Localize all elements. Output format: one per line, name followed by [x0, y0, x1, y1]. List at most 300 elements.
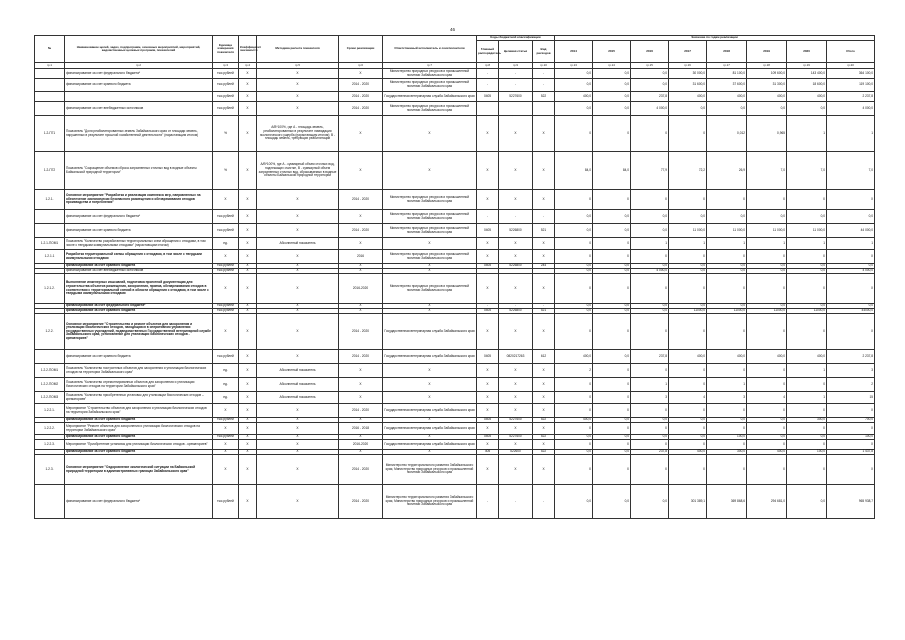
table-cell: 700,0: [827, 418, 875, 423]
table-cell: Х: [257, 404, 339, 418]
table-cell: Х: [257, 210, 339, 224]
table-cell: Х: [239, 250, 257, 264]
table-cell: тыс.рублей: [213, 210, 239, 224]
table-cell: 11 000,0: [787, 224, 827, 238]
table-cell: Х: [747, 455, 787, 485]
table-cell: Х: [383, 364, 477, 378]
header-name: Наименование целей, задач, подпрограмм, основных мероприятий, мероприятий, ведомственных целевых программ, показателей: [65, 36, 213, 63]
table-cell: Х: [707, 314, 747, 350]
table-cell: 400,0: [555, 350, 593, 364]
table-cell: Х: [339, 304, 383, 309]
table-cell: Х: [383, 392, 477, 404]
table-cell: Х: [555, 190, 593, 210]
table-cell: Х: [257, 435, 339, 440]
table-cell: 0: [747, 378, 787, 392]
table-cell: Х: [593, 190, 631, 210]
table-cell: Министерство природных ресурсов и промышленной политики Забайкальского края: [383, 274, 477, 304]
table-cell: тыс.рублей: [213, 224, 239, 238]
table-cell: -: [533, 210, 555, 224]
table-cell: 2014 - 2020: [339, 102, 383, 116]
table-cell: 11 000,0: [669, 224, 707, 238]
table-cell: Х: [383, 435, 477, 440]
table-cell: Х: [257, 440, 339, 450]
table-cell: 1.2.2.: [35, 314, 65, 350]
table-cell: Х: [257, 314, 339, 350]
table-cell: Х: [477, 250, 499, 264]
table-row: [35, 392, 875, 404]
table-cell: Показатель "Количество построенных объектов для захоронения и утилизации биологических отходов на территории Забайкальского края": [65, 364, 213, 378]
table-cell: Х: [477, 404, 499, 418]
table-cell: 2014 - 2020: [339, 190, 383, 210]
table-cell: Х: [747, 250, 787, 264]
table-cell: Х: [787, 423, 827, 435]
table-cell: 0,0: [747, 210, 787, 224]
table-cell: Х: [533, 190, 555, 210]
table-cell: тыс.рублей: [213, 102, 239, 116]
table-cell: 0: [555, 238, 593, 250]
header-coef: Коэффициент значимости: [239, 36, 257, 63]
table-cell: -: [533, 485, 555, 519]
table-cell: Х: [213, 450, 239, 455]
table-cell: 7,0: [787, 152, 827, 190]
table-cell: Основное мероприятие "Оздоровление экологической ситуации на Байкальской природной территории в административных границах Забайкальского края": [65, 455, 213, 485]
table-cell: Х: [787, 314, 827, 350]
table-cell: 0,0: [707, 210, 747, 224]
table-cell: Абсолютный показатель: [257, 238, 339, 250]
column-number: гр.2: [65, 63, 213, 69]
table-cell: 0: [593, 392, 631, 404]
table-cell: финансирование за счет внебюджетных источников: [65, 269, 213, 274]
table-cell: Х: [239, 264, 257, 269]
table-cell: Х: [239, 423, 257, 435]
table-cell: Х: [593, 404, 631, 418]
table-cell: Х: [239, 69, 257, 79]
table-cell: Х: [827, 250, 875, 264]
table-cell: Х: [827, 423, 875, 435]
table-cell: Х: [787, 455, 827, 485]
table-cell: Х: [707, 440, 747, 450]
table-cell: Х: [213, 404, 239, 418]
table-cell: 3: [827, 364, 875, 378]
table-cell: 0,0: [787, 102, 827, 116]
table-cell: 237,8: [631, 350, 669, 364]
table-cell: 5227600: [499, 92, 533, 102]
column-number: гр.8: [477, 63, 499, 69]
table-cell: 0: [787, 378, 827, 392]
table-cell: 18 600,0: [787, 79, 827, 92]
table-cell: Х: [239, 392, 257, 404]
table-cell: Х: [213, 250, 239, 264]
table-cell: финансирование за счет федерального бюджета*: [65, 304, 213, 309]
table-cell: 0,0: [827, 304, 875, 309]
column-number: гр.3: [213, 63, 239, 69]
table-cell: 612: [533, 350, 555, 364]
table-cell: Х: [213, 423, 239, 435]
table-cell: 1: [669, 238, 707, 250]
table-cell: Х: [787, 274, 827, 304]
table-row: [35, 92, 875, 102]
table-cell: Х: [239, 152, 257, 190]
table-cell: 44 000,0: [827, 224, 875, 238]
table-cell: Х: [707, 250, 747, 264]
table-cell: 4: [747, 392, 787, 404]
table-cell: Министерство природных ресурсов и промышленной политики Забайкальского края: [383, 79, 477, 92]
table-cell: 0,0: [631, 485, 669, 519]
table-cell: финансирование за счет краевого бюджета: [65, 418, 213, 423]
table-cell: 1 437,8: [827, 450, 875, 455]
table-cell: 0,0: [593, 269, 631, 274]
table-cell: Х: [707, 190, 747, 210]
table-row: [35, 350, 875, 364]
table-cell: Х: [213, 274, 239, 304]
table-cell: 0,0: [747, 269, 787, 274]
table-cell: 44000,0: [827, 309, 875, 314]
table-cell: Х: [339, 264, 383, 269]
table-cell: Х: [239, 378, 257, 392]
table-cell: 11000,0: [707, 309, 747, 314]
table-cell: 0,0: [593, 92, 631, 102]
table-cell: 2: [827, 378, 875, 392]
table-cell: финансирование за счет федерального бюджета*: [65, 210, 213, 224]
table-cell: 0,0: [631, 264, 669, 269]
table-cell: Х: [533, 314, 555, 350]
table-cell: Х: [533, 364, 555, 378]
table-cell: Х: [477, 314, 499, 350]
table-cell: Х: [213, 440, 239, 450]
table-cell: 1: [827, 238, 875, 250]
table-cell: Х: [383, 116, 477, 152]
table-cell: 0,0: [593, 450, 631, 455]
table-cell: 0: [593, 378, 631, 392]
header-year: 2018: [707, 41, 747, 63]
table-cell: Х: [631, 250, 669, 264]
table-cell: Х: [239, 269, 257, 274]
table-cell: 119 100,0: [827, 79, 875, 92]
table-cell: Х: [257, 418, 339, 423]
table-cell: Х: [213, 190, 239, 210]
table-cell: 0: [555, 116, 593, 152]
table-cell: 0,0: [827, 264, 875, 269]
table-cell: 0,0: [669, 435, 707, 440]
table-cell: Х: [383, 269, 477, 274]
table-cell: 0405: [477, 309, 499, 314]
table-cell: 5226800: [499, 264, 533, 269]
table-cell: Х: [787, 250, 827, 264]
table-cell: 0,0: [593, 350, 631, 364]
table-cell: 2 237,8: [827, 350, 875, 364]
table-cell: Х: [631, 274, 669, 304]
table-cell: 0405: [477, 264, 499, 269]
table-cell: финансирование за счет краевого бюджета: [65, 450, 213, 455]
table-cell: 1.2.2.2.: [35, 423, 65, 435]
table-row: [35, 102, 875, 116]
column-number: гр.19: [787, 63, 827, 69]
header-values-group: Значение по годам реализации: [555, 36, 875, 41]
table-cell: Х: [339, 238, 383, 250]
column-number: гр.16: [669, 63, 707, 69]
table-cell: 31 300,0: [747, 79, 787, 92]
table-cell: Х: [631, 314, 669, 350]
table-cell: Х: [383, 264, 477, 269]
table-cell: 0,0: [787, 485, 827, 519]
table-cell: -: [533, 69, 555, 79]
table-cell: 400,0: [747, 350, 787, 364]
table-cell: [35, 102, 65, 116]
table-cell: Х: [239, 364, 257, 378]
column-number: гр.4: [239, 63, 257, 69]
table-cell: 0,0: [593, 102, 631, 116]
table-body: [35, 69, 875, 519]
table-cell: 2014 - 2020: [339, 92, 383, 102]
table-cell: 0,0: [787, 210, 827, 224]
table-cell: Х: [707, 423, 747, 435]
table-cell: -: [477, 69, 499, 79]
column-number: гр.14: [593, 63, 631, 69]
table-cell: Х: [669, 314, 707, 350]
table-cell: 0,0: [555, 450, 593, 455]
table-cell: Показатель "Доля реабилитированных земель Забайкальского края от площади земель, нарушенных в результате прошлой хозяйственной деятельности" (нарастающим итогом): [65, 116, 213, 152]
table-cell: 3: [631, 392, 669, 404]
table-cell: 100,0: [787, 450, 827, 455]
table-cell: 15: [827, 392, 875, 404]
table-cell: Х: [669, 423, 707, 435]
table-cell: 364 100,0: [827, 69, 875, 79]
table-cell: 0,0: [593, 304, 631, 309]
table-cell: 0,0: [555, 79, 593, 92]
table-cell: Основное мероприятие "Строительство и ремонт объектов для захоронения и утилизации биологических отходов, находящихся в оперативном управлении государственных учреждений, подведомственных Государственной ветеринарной службе Забайкальского края, установление для утилизации биологических отходов - крематориев": [65, 314, 213, 350]
table-cell: тыс.рублей: [213, 304, 239, 309]
table-cell: 400,0: [669, 450, 707, 455]
table-cell: финансирование за счет федерального бюджета*: [65, 485, 213, 519]
table-cell: 5226800: [499, 309, 533, 314]
table-cell: Х: [747, 404, 787, 418]
table-cell: 0,0: [631, 309, 669, 314]
table-cell: [477, 102, 499, 116]
table-cell: 4 000,0: [827, 269, 875, 274]
table-cell: Х: [239, 455, 257, 485]
table-row: [35, 79, 875, 92]
table-cell: Х: [827, 190, 875, 210]
table-cell: Х: [631, 455, 669, 485]
table-cell: 2014 - 2020: [339, 79, 383, 92]
table-cell: Х: [533, 152, 555, 190]
table-cell: Х: [555, 455, 593, 485]
table-cell: Министерство территориального развития Забайкальского края, Министерство природных ресурсов и промышленной политики Забайкальского края: [383, 485, 477, 519]
table-cell: Х: [477, 392, 499, 404]
table-cell: Х: [257, 79, 339, 92]
table-cell: 521: [533, 309, 555, 314]
table-cell: Х: [787, 404, 827, 418]
table-cell: Х: [533, 250, 555, 264]
table-cell: 2016: [339, 250, 383, 264]
table-cell: 0,0: [747, 304, 787, 309]
table-cell: 0,0: [593, 418, 631, 423]
header-year: 2014: [555, 41, 593, 63]
table-cell: Х: [707, 404, 747, 418]
table-cell: 0: [631, 364, 669, 378]
table-cell: Х: [383, 309, 477, 314]
column-number: гр.7: [383, 63, 477, 69]
table-cell: 0: [593, 116, 631, 152]
table-cell: Х: [239, 210, 257, 224]
table-cell: 84,0: [555, 152, 593, 190]
table-cell: 0,0: [593, 485, 631, 519]
table-cell: Разработка территориальной схемы обращения с отходами, в том числе с твердыми коммунальными отходами: [65, 250, 213, 264]
table-cell: Х: [257, 190, 339, 210]
table-cell: Х: [257, 350, 339, 364]
table-cell: 0,0: [555, 309, 593, 314]
header-num: №: [35, 36, 65, 63]
table-cell: финансирование за счет краевого бюджета: [65, 435, 213, 440]
page-number: 46: [449, 27, 455, 32]
table-cell: 0,0: [555, 224, 593, 238]
table-cell: 0,0: [747, 435, 787, 440]
table-cell: 2014 - 2020: [339, 404, 383, 418]
table-cell: А/В*100%, где А - суммарный объем сточных вод, подлежащих очистке, В - суммарный объем загрязненных сточных вод, сбрасываемых в водные объекты Байкальской природной территории: [257, 152, 339, 190]
table-cell: 0: [669, 116, 707, 152]
table-cell: 1: [787, 116, 827, 152]
table-cell: Х: [339, 435, 383, 440]
table-cell: Х: [555, 250, 593, 264]
table-cell: 2014 - 2020: [339, 314, 383, 350]
table-cell: 369 868,6: [707, 485, 747, 519]
table-cell: 0: [707, 364, 747, 378]
table-cell: Государственная ветеринарная служба Забайкальского края: [383, 92, 477, 102]
table-cell: 26,9: [707, 152, 747, 190]
table-cell: Х: [593, 440, 631, 450]
table-cell: Х: [339, 210, 383, 224]
table-cell: Х: [499, 364, 533, 378]
table-cell: [65, 92, 213, 102]
table-cell: 0,0: [631, 79, 669, 92]
table-cell: Х: [257, 304, 339, 309]
table-cell: ед.: [213, 238, 239, 250]
table-cell: Абсолютный показатель: [257, 392, 339, 404]
table-cell: %: [213, 152, 239, 190]
table-cell: Х: [477, 378, 499, 392]
table-cell: 1: [787, 238, 827, 250]
header-year: 2016: [631, 41, 669, 63]
table-cell: Х: [239, 450, 257, 455]
table-cell: Х: [827, 404, 875, 418]
table-cell: Х: [669, 404, 707, 418]
table-cell: Х: [339, 392, 383, 404]
table-cell: Х: [533, 404, 555, 418]
table-cell: Х: [533, 423, 555, 435]
table-cell: тыс.рублей: [213, 264, 239, 269]
table-cell: Показатель "Количество разработанных территориальных схем обращения с отходами, в том числе с твердыми коммунальными отходами" (нарастающим итогом): [65, 238, 213, 250]
table-cell: Х: [555, 404, 593, 418]
table-cell: 2016-2020: [339, 440, 383, 450]
table-cell: тыс.рублей: [213, 309, 239, 314]
table-cell: тыс.рублей: [213, 350, 239, 364]
table-cell: финансирование за счет краевого бюджета: [65, 309, 213, 314]
table-cell: 1: [707, 238, 747, 250]
header-total: Итого: [827, 41, 875, 63]
table-cell: [35, 92, 65, 102]
table-cell: 0,0: [669, 269, 707, 274]
table-cell: 1.2.2-ПОМ2: [35, 378, 65, 392]
table-cell: 1.2.3.: [35, 455, 65, 485]
table-cell: 2016-2020: [339, 274, 383, 304]
column-number: гр.17: [707, 63, 747, 69]
table-cell: 0,0: [707, 304, 747, 309]
table-cell: Выполнение инженерных изысканий, подготовка проектной документации для строительства объектов размещения, захоронения, приема, обезвреживания отходов в соответствии с территориальной схемой в области обращения с отходами, в том числе с твердыми коммунальными отходами: [65, 274, 213, 304]
table-cell: 0,0: [593, 435, 631, 440]
table-cell: Показатель "Сокращение объемов сброса загрязненных сточных вод в водные объекты Байкальской природной территории": [65, 152, 213, 190]
table-cell: 0: [631, 116, 669, 152]
table-row: [35, 152, 875, 190]
table-cell: 0: [747, 364, 787, 378]
column-number: гр.20: [827, 63, 875, 69]
table-cell: Х: [257, 264, 339, 269]
table-cell: Х: [631, 423, 669, 435]
table-cell: 400,0: [747, 450, 787, 455]
table-row: [35, 250, 875, 264]
table-cell: 2014 - 2020: [339, 350, 383, 364]
table-cell: -: [477, 304, 499, 309]
table-cell: Х: [477, 274, 499, 304]
table-cell: 0,0: [669, 210, 707, 224]
table-cell: 0820217263: [499, 350, 533, 364]
header-method: Методика расчета показателя: [257, 36, 339, 63]
table-cell: Х: [499, 116, 533, 152]
table-cell: тыс.рублей: [213, 418, 239, 423]
table-cell: тыс.рублей: [213, 92, 239, 102]
table-row: [35, 224, 875, 238]
table-cell: Х: [239, 304, 257, 309]
table-cell: Х: [239, 309, 257, 314]
table-cell: Х: [669, 274, 707, 304]
table-cell: 1: [707, 378, 747, 392]
table-cell: 0,0: [669, 304, 707, 309]
table-cell: 0,0: [555, 304, 593, 309]
table-cell: ед.: [213, 364, 239, 378]
table-cell: 0,0: [707, 418, 747, 423]
table-cell: Министерство природных ресурсов и промышленной политики Забайкальского края: [383, 224, 477, 238]
table-cell: Х: [533, 238, 555, 250]
table-cell: 1.2.1.1: [35, 250, 65, 264]
table-cell: 81 100,0: [707, 69, 747, 79]
table-cell: 0,0: [593, 210, 631, 224]
table-cell: 1: [631, 378, 669, 392]
table-row: [35, 440, 875, 450]
table-cell: Х: [631, 190, 669, 210]
table-row: [35, 238, 875, 250]
table-cell: 11000,0: [787, 309, 827, 314]
header-year: 2015: [593, 41, 631, 63]
table-cell: 965 938,7: [827, 485, 875, 519]
table-cell: Х: [593, 250, 631, 264]
table-cell: 1: [631, 238, 669, 250]
table-row: [35, 404, 875, 418]
table-cell: Основное мероприятие "Разработка и реализация комплекса мер, направленных на обеспечение экономически безопасного размещения и обезвреживания отходов производства и потребления": [65, 190, 213, 210]
table-cell: 0,0: [631, 224, 669, 238]
column-number: гр.6: [339, 63, 383, 69]
table-cell: 522: [533, 435, 555, 440]
table-cell: 400,0: [555, 92, 593, 102]
table-cell: Х: [533, 378, 555, 392]
table-cell: ед.: [213, 392, 239, 404]
table-cell: Х: [257, 224, 339, 238]
table-cell: А/В*100%, где А - площадь земель, реабилитированных в результате ликвидации экологического ущерба (нарастающим итогом); В - площадь земель, требующих реабилитации: [257, 116, 339, 152]
table-cell: Х: [239, 224, 257, 238]
table-cell: 1: [827, 116, 875, 152]
table-cell: 3: [707, 392, 747, 404]
table-cell: 0,0: [593, 69, 631, 79]
column-number: гр.10: [533, 63, 555, 69]
table-cell: 1.2.2.3.: [35, 440, 65, 450]
